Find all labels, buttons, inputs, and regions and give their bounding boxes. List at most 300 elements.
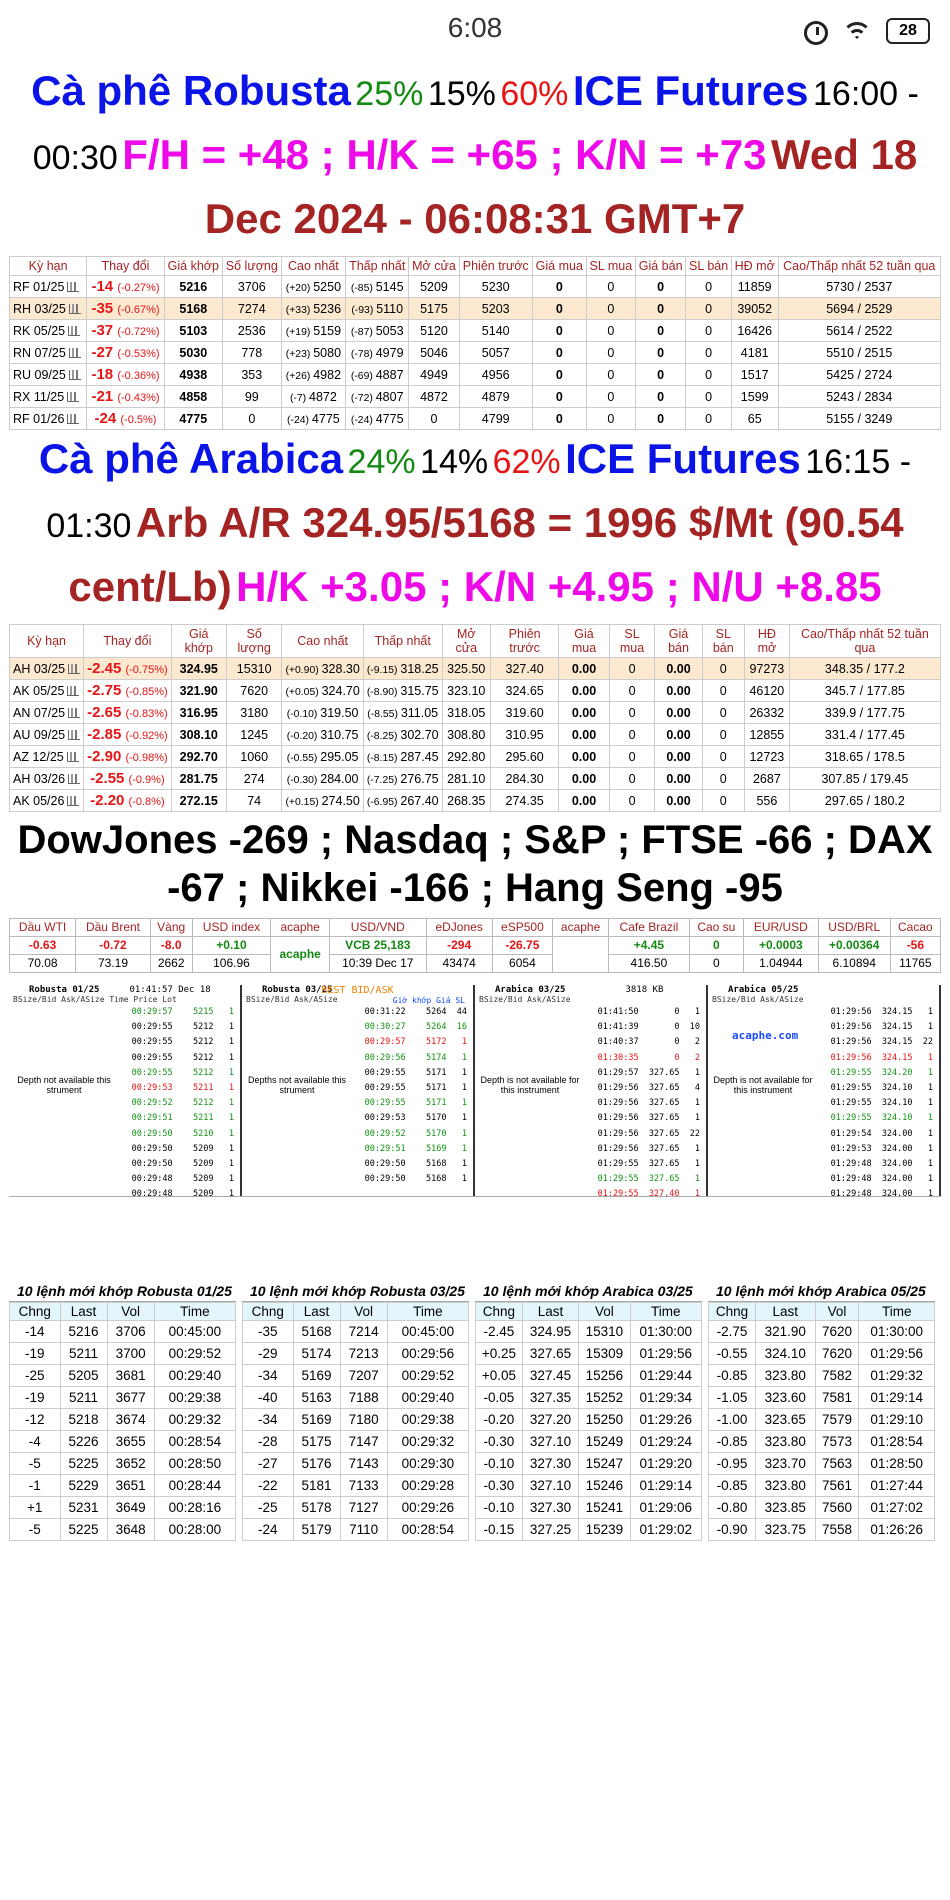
market-value: 70.08: [10, 955, 76, 973]
recent-table: [242, 1302, 469, 1541]
contract-cell: RK 05/25: [10, 320, 87, 342]
robusta-quotes-table: [9, 256, 941, 430]
arabica-exchange: ICE Futures: [565, 435, 801, 482]
recent-table: [475, 1302, 702, 1541]
table-row: [476, 1343, 702, 1365]
ask-size-cell: 0: [686, 364, 732, 386]
volume-cell: 3706: [107, 1321, 154, 1343]
change-cell: -0.85: [709, 1475, 756, 1497]
volume-cell: 7579: [815, 1409, 859, 1431]
range-52w-cell: 5730 / 2537: [778, 276, 940, 298]
volume-cell: 778: [222, 342, 281, 364]
low-cell: [346, 276, 409, 298]
depth-trades: [598, 1007, 700, 1204]
low-diff: (-69): [350, 370, 376, 382]
prev-cell: 4879: [459, 386, 532, 408]
last-cell: 5205: [60, 1365, 107, 1387]
open-cell: 0: [409, 408, 459, 430]
bid-size-cell: 0: [609, 680, 655, 702]
high-value: 310.75: [320, 727, 359, 742]
open-interest-cell: 556: [744, 790, 789, 812]
table-row: [709, 1453, 935, 1475]
volume-cell: 7560: [815, 1497, 859, 1519]
market-label: Cao su: [689, 919, 743, 937]
market-change: +4.45: [609, 937, 690, 955]
arbitrage: Arb A/R 324.95/5168 = 1996 $/Mt (90.54 cent/Lb): [68, 499, 904, 610]
time-cell: 00:29:40: [154, 1365, 235, 1387]
depth-instrument: Arabica 05/25: [728, 985, 799, 995]
table-row: [243, 1409, 469, 1431]
table-row: [243, 1519, 469, 1541]
volume-cell: 15256: [579, 1365, 630, 1387]
volume-cell: 2536: [222, 320, 281, 342]
volume-cell: 7213: [340, 1343, 387, 1365]
market-labels-row: [10, 919, 941, 937]
trade-line: 01:29:56 327.65 4: [597, 1082, 700, 1093]
volume-cell: 3180: [226, 702, 282, 724]
bid-cell: 0.00: [559, 658, 609, 680]
time-cell: 00:29:38: [154, 1387, 235, 1409]
low-diff: (-8.15): [366, 752, 401, 764]
table-row[interactable]: [10, 408, 941, 430]
change-cell: -2.90 (-0.98%): [84, 746, 172, 768]
arabica-pct-1: 24%: [347, 443, 416, 481]
change-percent: (-0.67%): [117, 304, 160, 316]
table-row: [476, 1519, 702, 1541]
trade-line: 01:29:48 324.00 1: [830, 1189, 933, 1200]
column-header: Mở cửa: [409, 257, 459, 276]
table-row: [243, 1497, 469, 1519]
change-cell: -0.90: [709, 1519, 756, 1541]
change-percent: (-0.5%): [120, 414, 157, 426]
last-cell: 5225: [60, 1453, 107, 1475]
open-cell: 308.80: [442, 724, 490, 746]
depth-unavailable: Depth is not available for this instrument: [713, 1075, 813, 1095]
table-row[interactable]: [10, 658, 941, 680]
contract-cell: AN 07/25: [10, 702, 84, 724]
low-value: 302.70: [400, 727, 439, 742]
depth-instrument: Robusta 01/25: [29, 985, 100, 995]
volume-cell: 274: [226, 768, 282, 790]
market-label: Cafe Brazil: [609, 919, 690, 937]
ask-cell: 0.00: [655, 702, 702, 724]
low-value: 318.25: [400, 661, 439, 676]
market-change: VCB 25,183: [329, 937, 426, 955]
high-diff: (+0.05): [285, 686, 322, 698]
volume-cell: 3649: [107, 1497, 154, 1519]
volume-cell: 0: [222, 408, 281, 430]
ask-cell: 0: [635, 320, 685, 342]
table-row: [476, 1409, 702, 1431]
volume-cell: 15309: [579, 1343, 630, 1365]
column-header: Time: [387, 1303, 468, 1321]
time-cell: 00:29:30: [387, 1453, 468, 1475]
chart-icon: [67, 686, 79, 696]
table-row[interactable]: [10, 768, 941, 790]
table-row: [709, 1387, 935, 1409]
time-cell: 01:29:32: [859, 1365, 935, 1387]
volume-cell: 7127: [340, 1497, 387, 1519]
recent-header-row: [10, 1303, 236, 1321]
trade-line: 01:29:57 327.65 1: [597, 1067, 700, 1078]
volume-cell: 353: [222, 364, 281, 386]
low-cell: [363, 724, 442, 746]
last-cell: 327.30: [522, 1497, 578, 1519]
change-cell: -2.20 (-0.8%): [84, 790, 172, 812]
change-cell: -4: [10, 1431, 61, 1453]
recent-trades: [9, 1281, 941, 1541]
bid-cell: 0: [532, 408, 586, 430]
last-cell: 5175: [293, 1431, 340, 1453]
bid-size-cell: 0: [586, 364, 635, 386]
trade-line: 01:29:48 324.00 1: [830, 1158, 933, 1169]
bid-cell: 0.00: [559, 768, 609, 790]
last-cell: 327.25: [522, 1519, 578, 1541]
robusta-header: [0, 64, 950, 256]
bid-cell: 0: [532, 298, 586, 320]
ask-size-cell: 0: [702, 746, 744, 768]
time-cell: 01:29:44: [630, 1365, 701, 1387]
low-diff: (-8.55): [367, 708, 401, 720]
low-diff: (-24): [350, 414, 376, 426]
volume-cell: 99: [222, 386, 281, 408]
contract-cell: RH 03/25: [10, 298, 87, 320]
table-header-row: [10, 257, 941, 276]
ask-cell: 0: [635, 276, 685, 298]
table-row[interactable]: [10, 724, 941, 746]
column-header: Time: [859, 1303, 935, 1321]
battery-icon: 28: [886, 18, 930, 44]
depth-title: [708, 985, 939, 995]
market-label: EUR/USD: [744, 919, 819, 937]
change-cell: -35: [243, 1321, 294, 1343]
market-change: -294: [426, 937, 492, 955]
high-value: 5236: [313, 301, 342, 316]
trade-line: 00:29:55 5171 1: [364, 1098, 467, 1109]
table-row[interactable]: [10, 746, 941, 768]
trade-line: 01:40:37 0 2: [597, 1037, 700, 1048]
market-value-row: [10, 955, 941, 973]
open-interest-cell: 4181: [731, 342, 778, 364]
open-interest-cell: 39052: [731, 298, 778, 320]
time-cell: 01:29:56: [630, 1343, 701, 1365]
high-diff: (+33): [285, 304, 314, 316]
trade-line: 00:29:50 5209 1: [131, 1143, 234, 1154]
change-cell: -22: [243, 1475, 294, 1497]
table-row[interactable]: [10, 702, 941, 724]
table-row[interactable]: [10, 680, 941, 702]
table-row[interactable]: [10, 298, 941, 320]
volume-cell: 3655: [107, 1431, 154, 1453]
contract-cell: RF 01/26: [10, 408, 87, 430]
depth-unavailable: Depth not available this strument: [17, 1075, 111, 1095]
low-value: 5145: [375, 279, 404, 294]
chart-icon: [67, 282, 79, 292]
open-cell: 318.05: [442, 702, 490, 724]
high-value: 284.00: [320, 771, 359, 786]
trade-line: 00:29:56 5174 1: [364, 1052, 467, 1063]
last-price-cell: 5030: [164, 342, 222, 364]
range-52w-cell: 345.7 / 177.85: [789, 680, 940, 702]
table-row[interactable]: [10, 320, 941, 342]
market-value: 10:39 Dec 17: [329, 955, 426, 973]
table-row[interactable]: [10, 364, 941, 386]
change-cell: -0.80: [709, 1497, 756, 1519]
open-cell: 268.35: [442, 790, 490, 812]
market-label: USD/BRL: [818, 919, 890, 937]
volume-cell: 7620: [815, 1343, 859, 1365]
change-cell: -34: [243, 1365, 294, 1387]
last-price-cell: 4775: [164, 408, 222, 430]
range-52w-cell: 307.85 / 179.45: [789, 768, 940, 790]
change-cell: -12: [10, 1409, 61, 1431]
table-header-row: [10, 625, 941, 658]
prev-cell: 5230: [459, 276, 532, 298]
trade-line: 01:29:56 324.15 22: [830, 1037, 933, 1048]
contract-cell: RF 01/25: [10, 276, 87, 298]
high-value: 5159: [313, 323, 342, 338]
ask-size-cell: 0: [686, 276, 732, 298]
change-cell: -40: [243, 1387, 294, 1409]
time-cell: 01:26:26: [859, 1519, 935, 1541]
high-diff: (+23): [285, 348, 314, 360]
change-percent: (-0.92%): [125, 730, 168, 742]
market-label: eSP500: [492, 919, 552, 937]
time-cell: 01:30:00: [859, 1321, 935, 1343]
high-cell: [281, 364, 345, 386]
ask-size-cell: 0: [686, 320, 732, 342]
recent-block: [708, 1281, 941, 1541]
change-cell: -5: [10, 1453, 61, 1475]
time-cell: 00:28:54: [387, 1519, 468, 1541]
column-header: Chng: [709, 1303, 756, 1321]
last-cell: 327.45: [522, 1365, 578, 1387]
recent-title: 10 lệnh mới khớp Robusta 03/25: [242, 1281, 469, 1302]
depth-columns: BSize/Bid Ask/ASize: [246, 995, 338, 1004]
high-diff: (-0.10): [286, 708, 321, 720]
table-row: [709, 1343, 935, 1365]
robusta-title: Cà phê Robusta: [31, 67, 351, 114]
best-bid-ask: BEST BID/ASK: [321, 985, 394, 996]
open-cell: 323.10: [442, 680, 490, 702]
column-header: Giá bán: [655, 625, 702, 658]
range-52w-cell: 297.65 / 180.2: [789, 790, 940, 812]
market-value: 73.19: [76, 955, 151, 973]
table-row[interactable]: [10, 276, 941, 298]
low-diff: (-85): [350, 282, 376, 294]
ask-size-cell: 0: [686, 342, 732, 364]
low-value: 315.75: [400, 683, 439, 698]
table-row: [10, 1453, 236, 1475]
high-diff: (+20): [285, 282, 314, 294]
trade-line: 01:29:56 327.65 1: [597, 1098, 700, 1109]
table-row: [243, 1431, 469, 1453]
table-row: [709, 1431, 935, 1453]
column-header: HĐ mở: [744, 625, 789, 658]
volume-cell: 15250: [579, 1409, 630, 1431]
robusta-hours: 16:00 - 00:30: [32, 75, 919, 177]
volume-cell: 15247: [579, 1453, 630, 1475]
change-cell: -0.85: [709, 1365, 756, 1387]
trade-line: 00:29:48 5209 1: [131, 1174, 234, 1185]
time-cell: 01:29:20: [630, 1453, 701, 1475]
change-percent: (-0.8%): [128, 796, 165, 808]
table-row: [10, 1519, 236, 1541]
time-cell: 01:28:54: [859, 1431, 935, 1453]
trade-line: 00:30:27 5264 16: [364, 1022, 467, 1033]
depth-columns: BSize/Bid Ask/ASize Time Price Lot: [13, 995, 177, 1004]
table-row: [243, 1321, 469, 1343]
market-value: 43474: [426, 955, 492, 973]
open-cell: 5046: [409, 342, 459, 364]
volume-cell: 7214: [340, 1321, 387, 1343]
trade-columns: Giờ khớp Giá SL: [392, 996, 465, 1005]
last-cell: 323.80: [755, 1475, 815, 1497]
table-row: [243, 1387, 469, 1409]
chart-icon: [67, 796, 79, 806]
change-cell: -0.10: [476, 1497, 523, 1519]
column-header: Vol: [107, 1303, 154, 1321]
change-cell: -0.15: [476, 1519, 523, 1541]
low-value: 4979: [375, 345, 404, 360]
column-header: SL mua: [586, 257, 635, 276]
time-cell: 01:27:44: [859, 1475, 935, 1497]
low-value: 276.75: [400, 771, 439, 786]
trade-line: 01:29:53 324.00 1: [830, 1143, 933, 1154]
contract-cell: AK 05/25: [10, 680, 84, 702]
column-header: Thay đổi: [84, 625, 172, 658]
table-row[interactable]: [10, 790, 941, 812]
open-interest-cell: 12723: [744, 746, 789, 768]
table-row: [10, 1497, 236, 1519]
market-label: acaphe: [271, 919, 330, 937]
volume-cell: 1060: [226, 746, 282, 768]
table-row: [10, 1475, 236, 1497]
chart-icon: [68, 730, 80, 740]
low-diff: (-8.25): [366, 730, 401, 742]
change-cell: -0.05: [476, 1387, 523, 1409]
market-change: [553, 937, 609, 973]
market-value: 6054: [492, 955, 552, 973]
low-value: 4775: [375, 411, 404, 426]
ask-size-cell: 0: [702, 702, 744, 724]
chart-icon: [68, 708, 80, 718]
last-price-cell: 321.90: [171, 680, 226, 702]
time-cell: 01:29:14: [630, 1475, 701, 1497]
column-header: Vol: [579, 1303, 630, 1321]
time-cell: 01:29:02: [630, 1519, 701, 1541]
ask-cell: 0.00: [655, 790, 702, 812]
open-cell: 292.80: [442, 746, 490, 768]
time-cell: 00:29:26: [387, 1497, 468, 1519]
last-cell: 5211: [60, 1387, 107, 1409]
last-cell: 324.95: [522, 1321, 578, 1343]
depth-instrument: Robusta 03/25: [262, 985, 333, 995]
change-cell: -35 (-0.67%): [87, 298, 165, 320]
bid-size-cell: 0: [586, 298, 635, 320]
time-cell: 00:29:52: [154, 1343, 235, 1365]
robusta-pct-1: 25%: [355, 75, 424, 113]
change-cell: -2.45 (-0.75%): [84, 658, 172, 680]
last-cell: 5178: [293, 1497, 340, 1519]
table-row[interactable]: [10, 342, 941, 364]
change-cell: -2.45: [476, 1321, 523, 1343]
table-row: [476, 1321, 702, 1343]
table-row: [709, 1365, 935, 1387]
chart-icon: [67, 752, 79, 762]
high-cell: [281, 408, 345, 430]
table-row[interactable]: [10, 386, 941, 408]
market-change: acaphe: [271, 937, 330, 973]
ask-cell: 0.00: [655, 768, 702, 790]
last-price-cell: 4938: [164, 364, 222, 386]
low-cell: [346, 298, 409, 320]
volume-cell: 1245: [226, 724, 282, 746]
high-diff: (+0.15): [285, 796, 322, 808]
table-row: [709, 1409, 935, 1431]
recent-title: 10 lệnh mới khớp Arabica 03/25: [475, 1281, 702, 1302]
column-header: SL bán: [686, 257, 732, 276]
last-cell: 5218: [60, 1409, 107, 1431]
high-cell: [282, 790, 363, 812]
last-cell: 327.30: [522, 1453, 578, 1475]
last-price-cell: 272.15: [171, 790, 226, 812]
time-cell: 00:29:56: [387, 1343, 468, 1365]
column-header: Last: [60, 1303, 107, 1321]
change-percent: (-0.75%): [125, 664, 168, 676]
trade-line: 01:29:56 327.65 1: [597, 1143, 700, 1154]
last-cell: 327.10: [522, 1475, 578, 1497]
column-header: Chng: [243, 1303, 294, 1321]
table-row: [476, 1365, 702, 1387]
high-cell: [282, 658, 363, 680]
change-cell: -0.95: [709, 1453, 756, 1475]
high-value: 295.05: [320, 749, 359, 764]
trade-line: 01:29:56 324.15 1: [830, 1022, 933, 1033]
last-cell: 5225: [60, 1519, 107, 1541]
trade-line: 01:29:56 324.15 1: [830, 1007, 933, 1017]
low-diff: (-93): [351, 304, 377, 316]
volume-cell: 3652: [107, 1453, 154, 1475]
time-cell: 00:45:00: [387, 1321, 468, 1343]
volume-cell: 7110: [340, 1519, 387, 1541]
high-cell: [281, 298, 345, 320]
open-cell: 5209: [409, 276, 459, 298]
trade-line: 01:29:56 327.65 22: [597, 1128, 700, 1139]
table-row: [243, 1475, 469, 1497]
time-cell: 00:29:52: [387, 1365, 468, 1387]
low-cell: [346, 386, 409, 408]
change-percent: (-0.53%): [117, 348, 160, 360]
low-cell: [363, 680, 442, 702]
volume-cell: 7563: [815, 1453, 859, 1475]
volume-cell: 7561: [815, 1475, 859, 1497]
prev-cell: 5140: [459, 320, 532, 342]
low-cell: [363, 790, 442, 812]
last-price-cell: 281.75: [171, 768, 226, 790]
table-row: [709, 1497, 935, 1519]
trade-line: 01:29:55 324.10 1: [830, 1098, 933, 1109]
market-change: -0.63: [10, 937, 76, 955]
change-percent: (-0.43%): [117, 392, 160, 404]
ask-cell: 0.00: [655, 724, 702, 746]
arabica-title: Cà phê Arabica: [38, 435, 344, 482]
market-change: 0: [689, 937, 743, 955]
time-cell: 00:28:16: [154, 1497, 235, 1519]
bid-cell: 0: [532, 342, 586, 364]
depth-column: [708, 985, 941, 1200]
bid-size-cell: 0: [609, 724, 655, 746]
